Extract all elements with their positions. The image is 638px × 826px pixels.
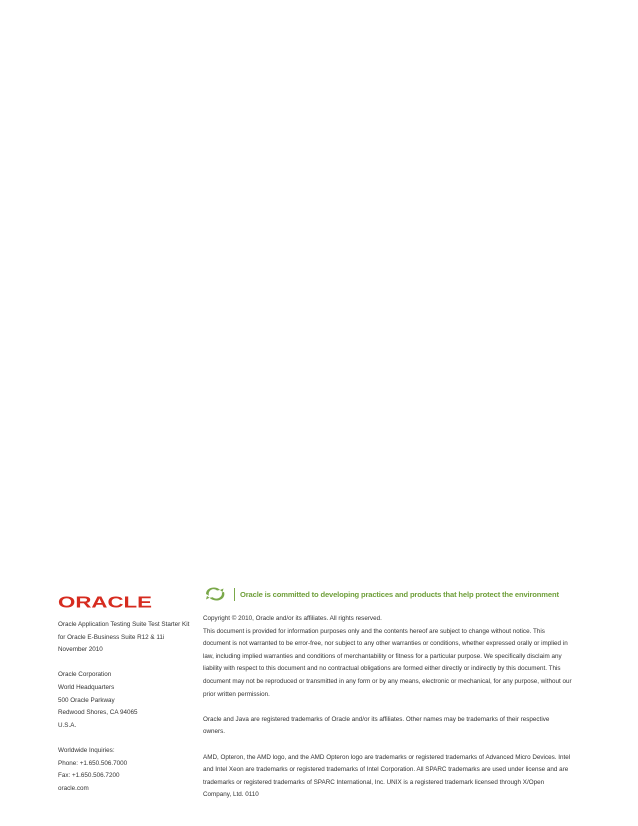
oracle-logo: [58, 594, 154, 610]
address-line: Oracle Corporation: [58, 671, 112, 679]
oracle-logo-icon: [58, 594, 154, 610]
disclaimer-line: liability with respect to this document and no contractual obligations are formed either directly or indirectly by this document. This: [203, 665, 561, 673]
address-line: World Headquarters: [58, 683, 115, 691]
eco-banner: [203, 585, 603, 603]
spacer: [203, 739, 575, 752]
disclaimer-line: document may not be reproduced or transmitted in any form or by any means, electronic or mechanical, for any purpose, without our: [203, 677, 572, 685]
oracle-logo-text: ORACLE: [58, 594, 152, 610]
spacer: [58, 732, 196, 745]
eco-divider: [234, 588, 235, 601]
trademark-line: Oracle and Java are registered trademarks of Oracle and/or its affiliates. Other names may be trademarks of their respective: [203, 715, 550, 723]
document-info-column: [58, 619, 196, 795]
trademark-line: owners.: [203, 728, 226, 736]
disclaimer-line: This document is provided for information purposes only and the contents hereof are subject to change without notice. This: [203, 627, 545, 635]
contact-fax: Fax: +1.650.506.7200: [58, 772, 120, 780]
spacer: [58, 657, 196, 670]
contact-phone: Phone: +1.650.506.7000: [58, 759, 128, 767]
document-title-line-1: Oracle Application Testing Suite Test Starter Kit: [58, 621, 190, 628]
spacer: [203, 701, 575, 714]
leaf-recycle-icon: [203, 586, 229, 602]
contact-website: oracle.com: [58, 784, 89, 792]
trademark-line: trademarks or registered trademarks of SPARC International, Inc. UNIX is a registered trademark licensed through X/Open: [203, 778, 545, 786]
trademark-line: Company, Ltd. 0110: [203, 791, 259, 799]
trademark-line: AMD, Opteron, the AMD logo, and the AMD Opteron logo are trademarks or registered trademarks of Advanced Micro Devices. Intel: [203, 753, 571, 761]
eco-statement: Oracle is committed to developing practices and products that help protect the environment: [240, 589, 559, 599]
address-line: Redwood Shores, CA 94065: [58, 709, 138, 717]
contact-heading: Worldwide Inquiries:: [58, 746, 115, 754]
address-line: U.S.A.: [58, 721, 77, 729]
document-title-line-2: for Oracle E-Business Suite R12 & 11i: [58, 633, 165, 641]
disclaimer-line: document is not warranted to be error-free, nor subject to any other warranties or conditions, whether expressed orally or implied in: [203, 640, 568, 648]
legal-column: [203, 613, 575, 802]
copyright-notice: Copyright © 2010, Oracle and/or its affiliates. All rights reserved.: [203, 615, 382, 622]
document-date: November 2010: [58, 646, 103, 654]
address-line: 500 Oracle Parkway: [58, 696, 115, 704]
trademark-line: and Intel Xeon are trademarks or registered trademarks of Intel Corporation. All SPARC trademarks are used under license and are: [203, 766, 569, 774]
disclaimer-line: prior written permission.: [203, 690, 270, 698]
disclaimer-line: law, including implied warranties and conditions of merchantability or fitness for a particular purpose. We specifically disclaim any: [203, 652, 562, 660]
